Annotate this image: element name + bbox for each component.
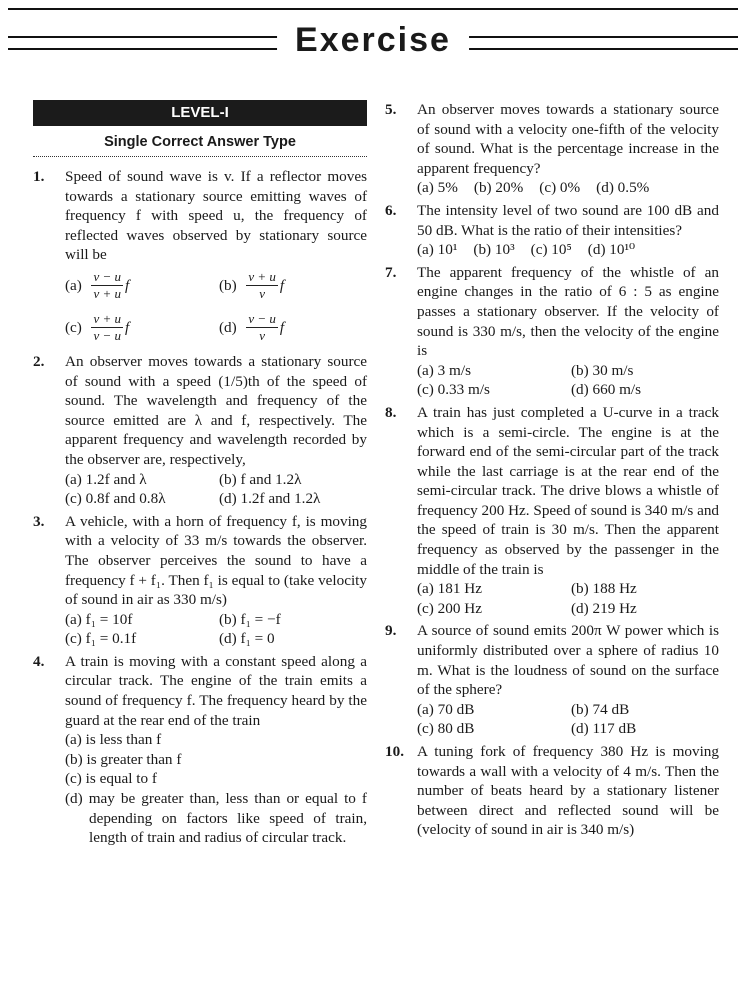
header-top-rule bbox=[8, 8, 738, 10]
level-banner: LEVEL-I bbox=[33, 100, 367, 126]
question-number: 3. bbox=[33, 512, 45, 530]
fraction-variable: f bbox=[279, 319, 285, 337]
option-grid bbox=[65, 470, 367, 509]
option-item: (b) 20% bbox=[473, 179, 524, 197]
option-item: (d) f₁ = 0 bbox=[219, 630, 275, 648]
option-row bbox=[417, 178, 719, 198]
option-item: (b) 74 dB bbox=[571, 700, 630, 718]
question-item bbox=[385, 403, 719, 619]
option-item: (d) 10¹⁰ bbox=[587, 241, 636, 259]
fraction bbox=[91, 311, 123, 344]
option-item: (a) 10¹ bbox=[417, 241, 458, 259]
option-item: (b) 10³ bbox=[473, 241, 515, 259]
option-label: (c) bbox=[65, 319, 82, 337]
question-item bbox=[385, 100, 719, 198]
option-item: (d) may be greater than, less than or equal to f depending on factors like speed of train, length of train and radius of circular track. bbox=[65, 790, 367, 847]
question-number: 2. bbox=[33, 352, 45, 370]
right-question-list bbox=[385, 100, 719, 840]
question-number: 6. bbox=[385, 201, 397, 219]
question-number: 10. bbox=[385, 743, 404, 760]
option-row bbox=[417, 240, 719, 260]
question-text: An observer moves towards a stationary source of sound with a speed (1/5)th of the speed of sound. The wavelength and frequency of the source emitted are λ and f, respectively. The apparent frequency and wavelength recorded by the observer are, respectively, bbox=[65, 352, 367, 468]
question-text: A vehicle, with a horn of frequency f, is moving with a velocity of 33 m/s towards the observer. The observer perceives the sound to have a frequency f + f₁. Then f₁ is equal to (take velocity of sound in air as 330 m/s) bbox=[65, 512, 367, 609]
option-label: (a) bbox=[65, 277, 82, 295]
question-item bbox=[33, 352, 367, 509]
option-item: (c) 10⁵ bbox=[530, 241, 572, 259]
option-item: (d) 0.5% bbox=[596, 179, 650, 197]
question-text: A source of sound emits 200π W power which is uniformly distributed over a sphere of radius 10 m. What is the loudness of sound on the surface of the sphere? bbox=[417, 622, 719, 699]
question-text: A train has just completed a U-curve in a track which is a semi-circle. The engine is at the forward end of the semi-circular part of the track while the last carriage is at the rear end of the semi-circular track. The drive blows a whistle of frequency 200 Hz. Speed of sound is 340 m/s and the speed of train is 30 m/s. Then the apparent frequency as observed by the passenger in the middle of the train is bbox=[417, 403, 720, 578]
fraction-variable: f bbox=[125, 277, 130, 295]
option-item: (d) 219 Hz bbox=[571, 599, 637, 617]
question-item bbox=[385, 263, 719, 400]
option-item: (a) 1.2f and λ bbox=[65, 470, 147, 488]
fraction bbox=[246, 269, 278, 302]
question-text: An observer moves towards a stationary source of sound with a velocity one-fifth of the velocity of sound. What is the percentage increase in the apparent frequency? bbox=[417, 101, 719, 177]
option-item bbox=[219, 265, 367, 307]
option-item: (d) 1.2f and 1.2λ bbox=[219, 490, 321, 508]
fraction-denominator: v bbox=[259, 286, 265, 302]
option-grid bbox=[65, 610, 367, 649]
question-text: Speed of sound wave is v. If a reflector moves towards a stationary source emitting waves of frequency f with speed u, the frequency of reflected waves observed by stationary source will be bbox=[65, 168, 367, 264]
option-item: (a) is less than f bbox=[65, 731, 162, 749]
option-item: (c) is equal to f bbox=[65, 770, 157, 788]
option-item bbox=[65, 307, 213, 349]
question-item bbox=[385, 201, 719, 260]
option-item: (d) 660 m/s bbox=[571, 381, 642, 399]
option-label: (b) bbox=[219, 277, 237, 295]
fraction-numerator: v − u bbox=[93, 269, 121, 285]
section-divider bbox=[33, 156, 367, 157]
question-item bbox=[385, 621, 719, 739]
fraction-denominator: v − u bbox=[93, 328, 121, 344]
question-number: 9. bbox=[385, 622, 397, 640]
fraction-numerator: v − u bbox=[248, 311, 276, 327]
option-item: (a) 70 dB bbox=[417, 700, 475, 718]
option-item: (a) f₁ = 10f bbox=[65, 610, 133, 628]
option-item: (c) 0% bbox=[539, 179, 581, 197]
question-number: 7. bbox=[385, 263, 397, 281]
question-item bbox=[33, 512, 367, 649]
fraction-denominator: v bbox=[259, 328, 265, 344]
option-item bbox=[65, 265, 213, 307]
option-item: (a) 5% bbox=[417, 179, 458, 197]
question-number: 8. bbox=[385, 403, 397, 421]
option-item: (d) 117 dB bbox=[571, 720, 637, 738]
option-item bbox=[219, 307, 367, 349]
option-item: (b) 30 m/s bbox=[571, 361, 634, 379]
option-label: (d) bbox=[219, 319, 237, 337]
option-item: (b) f₁ = −f bbox=[219, 610, 281, 628]
option-list bbox=[65, 730, 367, 848]
option-item: (a) 3 m/s bbox=[417, 361, 471, 379]
fraction-variable: f bbox=[125, 319, 130, 337]
fraction-variable: f bbox=[279, 277, 285, 295]
page-title: Exercise bbox=[277, 14, 469, 66]
option-grid bbox=[417, 700, 719, 739]
question-text: A train is moving with a constant speed along a circular track. The engine of the train emits a sound of frequency f. The frequency heard by the guard at the rear end of the train bbox=[65, 652, 367, 729]
option-item: (a) 181 Hz bbox=[417, 580, 482, 598]
fraction-denominator: v + u bbox=[93, 286, 121, 302]
option-item: (b) f and 1.2λ bbox=[219, 470, 302, 488]
fraction-numerator: v + u bbox=[248, 269, 276, 285]
fraction bbox=[246, 311, 278, 344]
question-text: The apparent frequency of the whistle of an engine changes in the ratio of 6 : 5 as engine passes a stationary observer. If the velocity of sound is 330 m/s, then the velocity of the engine is bbox=[417, 263, 719, 360]
question-number: 5. bbox=[385, 101, 397, 118]
option-grid bbox=[65, 265, 367, 349]
option-grid bbox=[417, 579, 719, 618]
option-item: (c) 0.33 m/s bbox=[417, 381, 490, 399]
question-number: 4. bbox=[33, 652, 45, 670]
left-column bbox=[33, 100, 367, 851]
option-item: (c) f₁ = 0.1f bbox=[65, 630, 137, 648]
question-text: A tuning fork of frequency 380 Hz is moving towards a wall with a velocity of 4 m/s. Then the number of beats heard by a stationary listener between direct and reflected sound will be (velocity of sound in air is 340 m/s) bbox=[417, 743, 719, 839]
option-item: (c) 0.8f and 0.8λ bbox=[65, 490, 166, 508]
section-heading: Single Correct Answer Type bbox=[104, 134, 296, 150]
question-item bbox=[385, 742, 719, 840]
fraction bbox=[91, 269, 123, 302]
option-item: (c) 80 dB bbox=[417, 720, 475, 738]
right-column bbox=[385, 100, 719, 843]
option-item: (c) 200 Hz bbox=[417, 599, 482, 617]
option-grid bbox=[417, 361, 719, 400]
question-number: 1. bbox=[33, 168, 45, 185]
fraction-numerator: v + u bbox=[93, 311, 121, 327]
question-text: The intensity level of two sound are 100 dB and 50 dB. What is the ratio of their intensities? bbox=[417, 201, 719, 239]
left-question-list bbox=[33, 167, 367, 848]
header-banner bbox=[8, 14, 738, 66]
question-item bbox=[33, 652, 367, 848]
option-item: (b) is greater than f bbox=[65, 750, 182, 768]
question-item bbox=[33, 167, 367, 349]
option-item: (b) 188 Hz bbox=[571, 580, 637, 598]
